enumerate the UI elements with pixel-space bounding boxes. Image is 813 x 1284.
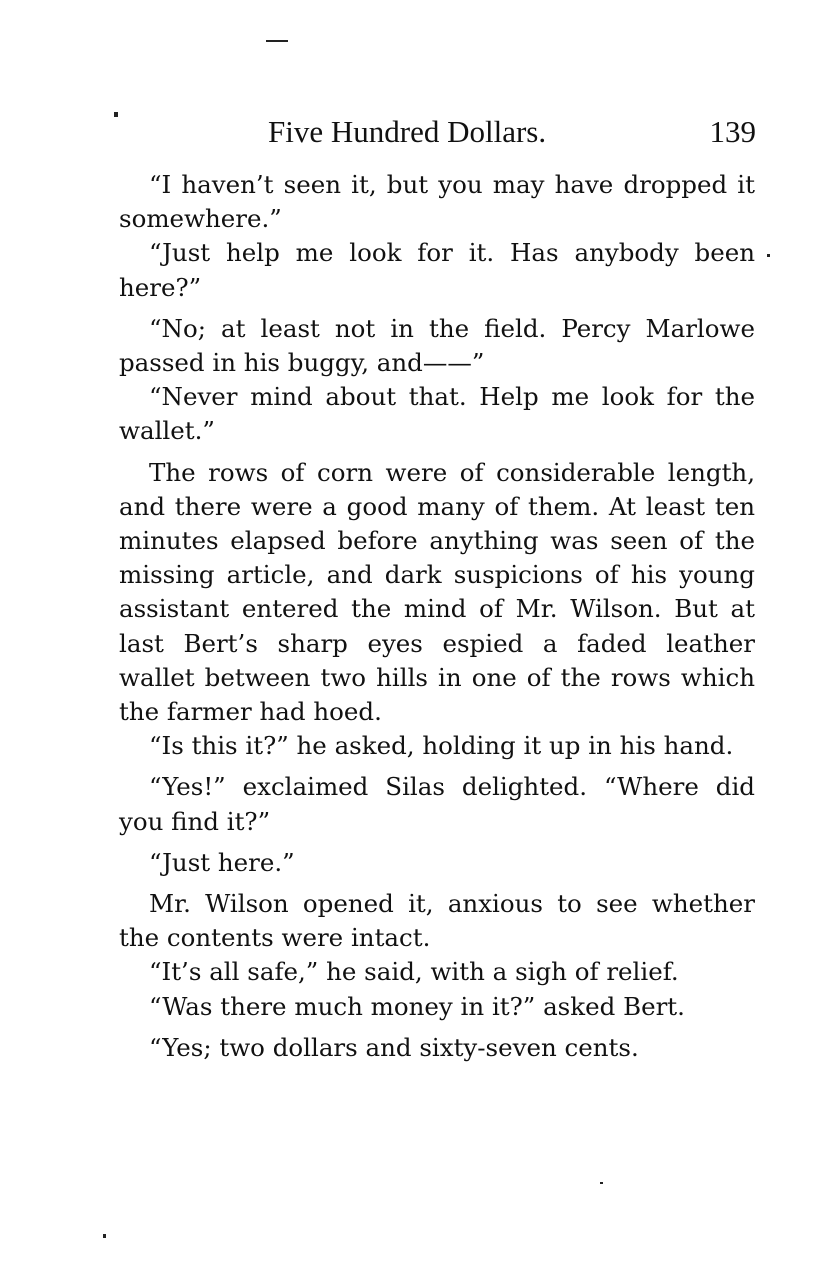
- paragraph: “I haven’t seen it, but you may have dropped it somewhere.”: [119, 170, 755, 234]
- scan-mark: [266, 40, 288, 42]
- paragraph: “Just help me look for it. Has anybody been here?”: [119, 238, 755, 302]
- running-title: Five Hundred Dollars.: [268, 114, 547, 149]
- running-head: [120, 112, 756, 152]
- page-number: 139: [709, 114, 756, 149]
- paragraph: “Just here.”: [149, 847, 295, 877]
- body-text: [119, 168, 755, 1065]
- scan-mark: [114, 112, 118, 117]
- paragraph: “Never mind about that. Help me look for the wallet.”: [119, 382, 755, 446]
- scan-mark: [767, 254, 770, 257]
- paragraph: “Yes!” exclaimed Silas delighted. “Where did you find it?”: [119, 772, 755, 836]
- paragraph: The rows of corn were of considerable length, and there were a good many of them. At least ten minutes elapsed before anything was seen of the missing article, and dark suspicions of his young assistant entered the mind of Mr. Wilson. But at last Bert’s sharp eyes espied a faded leather wallet between two hills in one of the rows which the farmer had hoed.: [119, 457, 755, 727]
- paragraph: “No; at least not in the field. Percy Marlowe passed in his buggy, and——”: [119, 313, 755, 378]
- scan-mark: [600, 1182, 603, 1184]
- paragraph: “Is this it?” he asked, holding it up in his hand.: [149, 731, 734, 761]
- paragraph: “It’s all safe,” he said, with a sigh of relief.: [149, 957, 679, 987]
- scan-mark: [103, 1234, 106, 1238]
- paragraph: “Was there much money in it?” asked Bert.: [149, 991, 685, 1021]
- paragraph: “Yes; two dollars and sixty-seven cents.: [149, 1032, 639, 1062]
- paragraph: Mr. Wilson opened it, anxious to see whether the contents were intact.: [119, 889, 755, 953]
